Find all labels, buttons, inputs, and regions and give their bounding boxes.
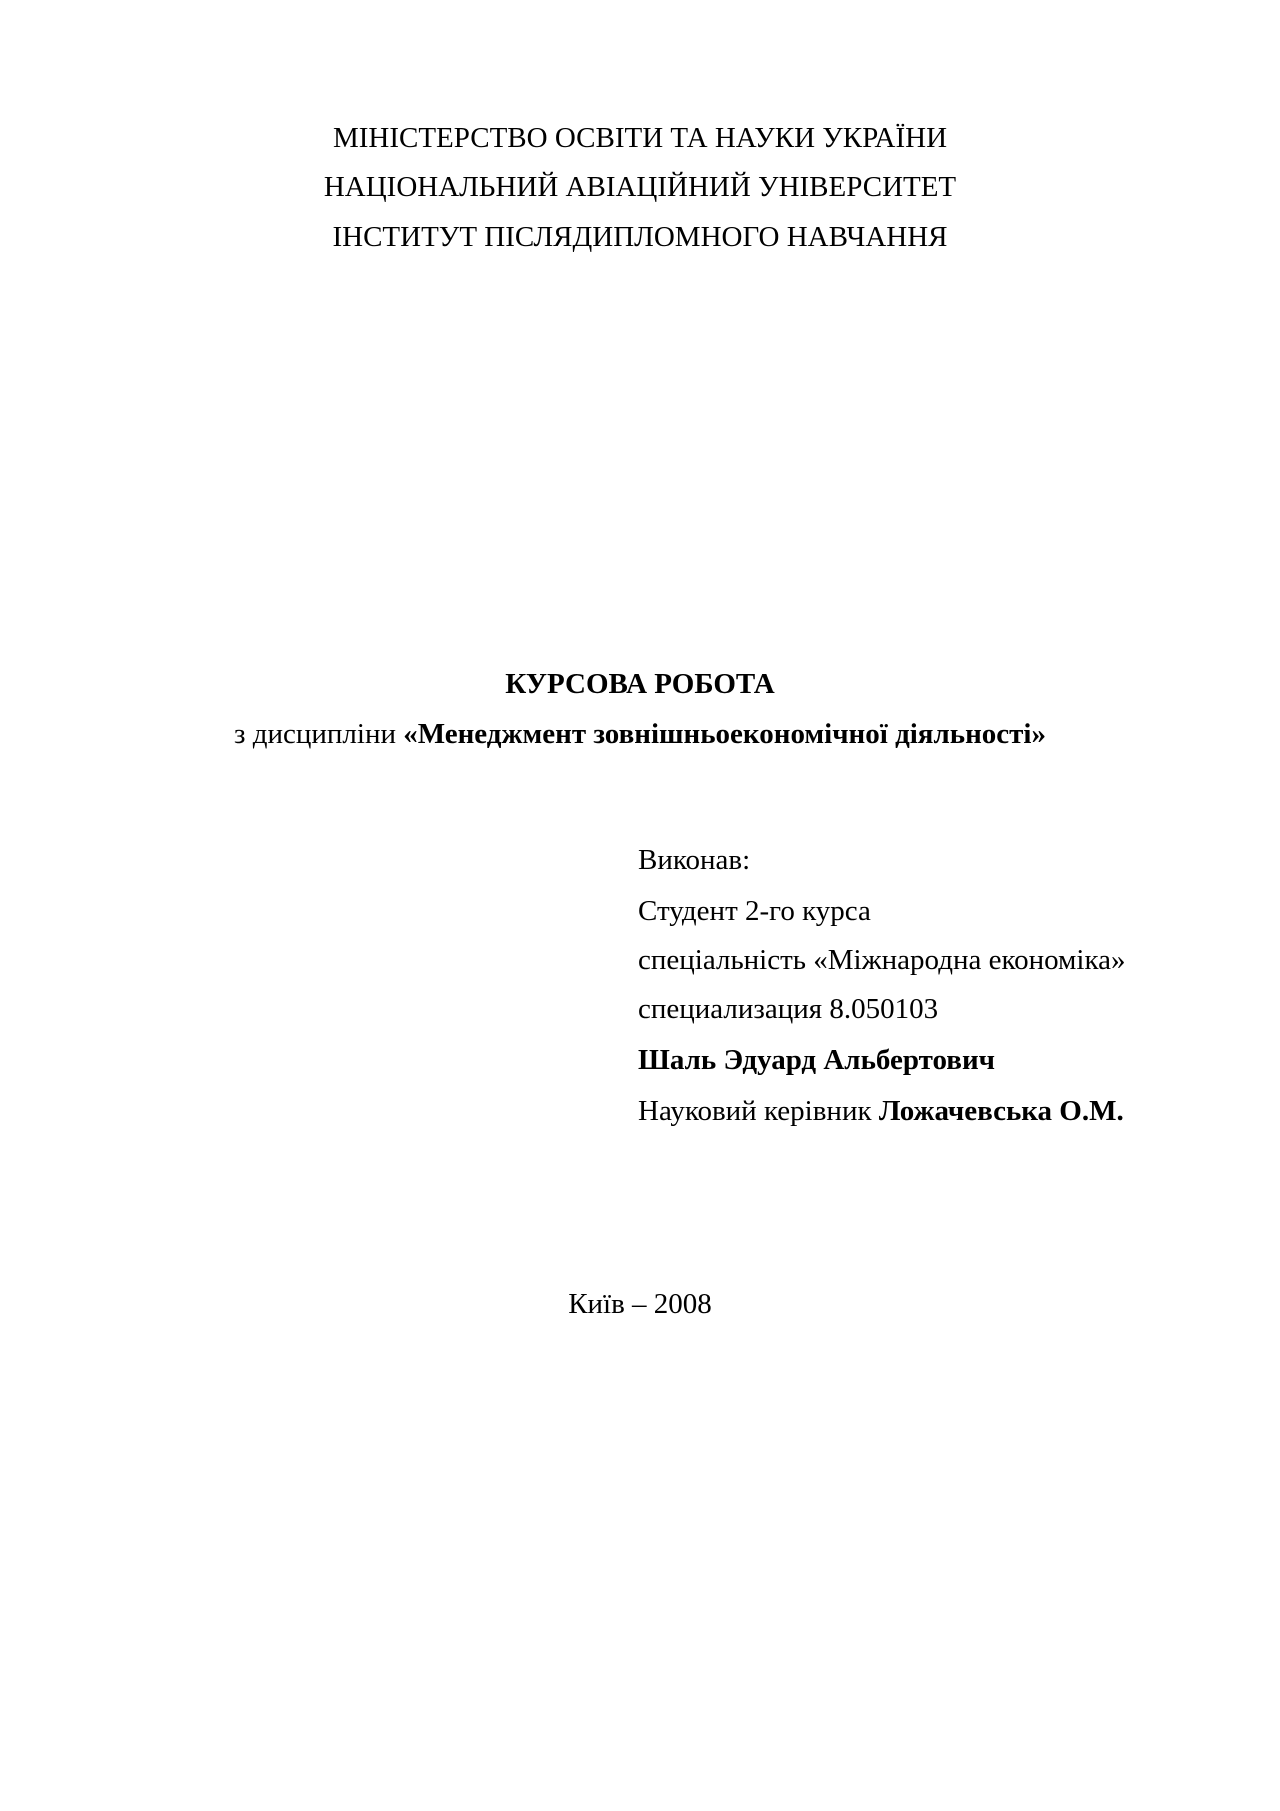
supervisor-line (638, 1094, 1124, 1128)
discipline-name: «Менеджмент зовнішньоекономічної діяльності» (403, 718, 1046, 750)
discipline-prefix: з дисципліни (234, 718, 404, 750)
specialization: специализация 8.050103 (638, 993, 939, 1025)
specialty: спеціальність «Міжнародна економіка» (638, 944, 1126, 976)
supervisor-label: Науковий керівник (638, 1095, 879, 1127)
ministry-heading: МІНІСТЕРСТВО ОСВІТИ ТА НАУКИ УКРАЇНИ (332, 122, 948, 154)
city-year: Київ – 2008 (568, 1288, 712, 1320)
performed-label: Виконав: (638, 844, 751, 876)
institute-heading: ІНСТИТУТ ПІСЛЯДИПЛОМНОГО НАВЧАННЯ (332, 221, 948, 253)
student-course: Студент 2-го курса (638, 895, 871, 927)
discipline-line (0, 717, 1280, 751)
author-name: Шаль Эдуард Альбертович (638, 1044, 996, 1076)
document-title: КУРСОВА РОБОТА (505, 668, 775, 700)
supervisor-name: Ложачевська О.М. (878, 1095, 1124, 1127)
university-heading: НАЦІОНАЛЬНИЙ АВІАЦІЙНИЙ УНІВЕРСИТЕТ (323, 171, 957, 203)
